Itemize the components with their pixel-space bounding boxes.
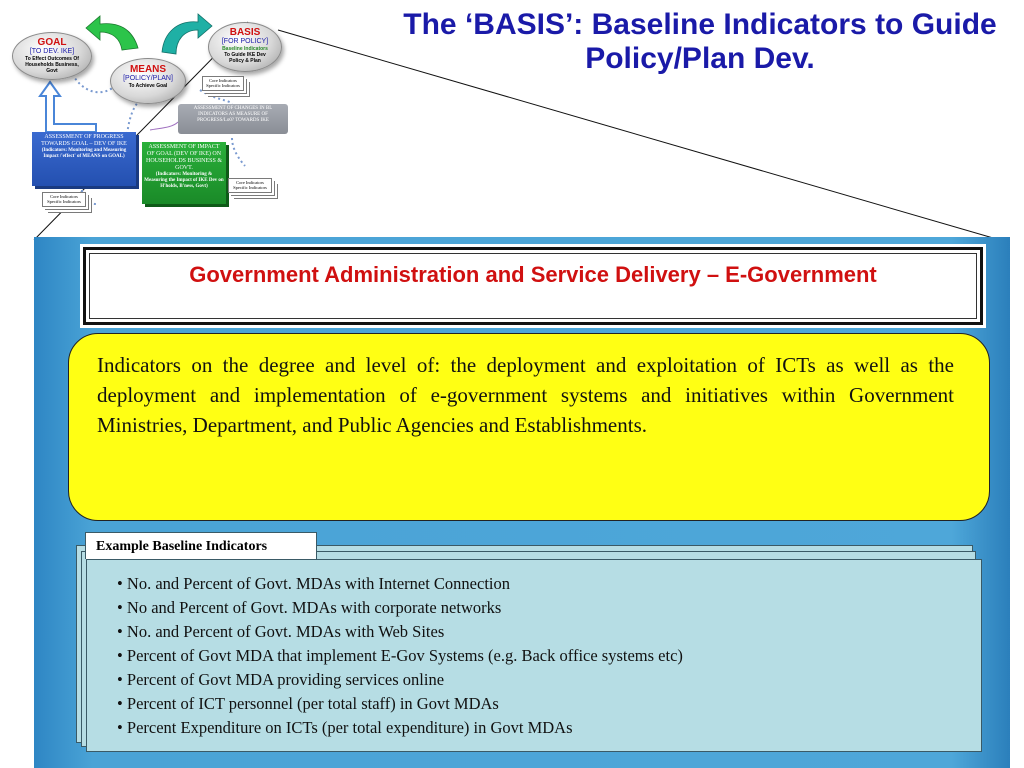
basis-node <box>208 22 282 72</box>
core-indicators-stack-3: Core Indicators Specific Indicators <box>42 192 86 207</box>
core-indicators-stack-1: Core Indicators Specific Indicators <box>202 76 244 91</box>
list-item: • Percent of ICT personnel (per total staff) in Govt MDAs <box>117 692 683 716</box>
core-indicators-stack-2: Core Indicators Specific Indicators <box>228 178 272 193</box>
list-item: • No. and Percent of Govt. MDAs with Internet Connection <box>117 572 683 596</box>
list-item: • Percent of Govt MDA that implement E-Gov Systems (e.g. Back office systems etc) <box>117 644 683 668</box>
means-sub: [POLICY/PLAN] <box>123 75 173 82</box>
teal-arrow-icon <box>162 14 212 54</box>
basis-green: Baseline Indicators <box>222 46 268 52</box>
goal-node <box>12 32 92 80</box>
section-heading: Government Administration and Service Delivery – E-Government <box>189 262 877 287</box>
page-title: The ‘BASIS’: Baseline Indicators to Guide Policy/Plan Dev. <box>403 8 997 75</box>
list-item: • No. and Percent of Govt. MDAs with Web Sites <box>117 620 683 644</box>
list-item: • Percent of Govt MDA providing services online <box>117 668 683 692</box>
basis-desc: To Guide IKE Dev Policy & Plan <box>224 52 266 64</box>
examples-list-box <box>86 559 982 752</box>
description-box <box>68 333 990 521</box>
basis-sub: [FOR POLICY] <box>221 38 269 45</box>
list-item: • No and Percent of Govt. MDAs with corporate networks <box>117 596 683 620</box>
progress-assessment-box: ASSESSMENT OF PROGRESS TOWARDS GOAL – DEV OF IKE (Indicators: Monitoring and Measuring Impact /'effect' of MEANS on GOAL) <box>32 132 136 186</box>
means-desc: To Achieve Goal <box>128 83 168 89</box>
means-node <box>110 58 186 104</box>
goal-sub: [TO DEV. IKE] <box>29 48 75 55</box>
impact-assessment-box: ASSESSMENT OF IMPACT OF GOAL (DEV OF IKE) ON HOUSEHOLDS BUSINESS & GOVT. (Indicators: Monitoring & Measuring the Impact of IKE Dev on H'holds, B'ness, Govt) <box>142 142 226 204</box>
examples-list <box>117 572 683 740</box>
list-item: • Percent Expenditure on ICTs (per total expenditure) in Govt MDAs <box>117 716 683 740</box>
heading-box <box>83 247 983 325</box>
green-arrow-icon <box>86 16 138 50</box>
goal-title: GOAL <box>37 37 67 48</box>
changes-assessment-box: ASSESSMENT OF CHANGES IN BL INDICATORS AS MEASURE OF PROGRESS/Lo0? TOWARDS IKE <box>178 104 288 134</box>
examples-label-tab: Example Baseline Indicators <box>85 532 317 559</box>
means-title: MEANS <box>129 64 167 75</box>
description-text: Indicators on the degree and level of: the deployment and exploitation of ICTs as well as the deployment and implementation of e-government systems and initiatives within Government Ministries, Department, and Public Agencies and Establishments. <box>97 353 954 437</box>
basis-title: BASIS <box>229 27 261 38</box>
goal-desc: To Effect Outcomes Of Households Business, Govt <box>25 56 79 74</box>
